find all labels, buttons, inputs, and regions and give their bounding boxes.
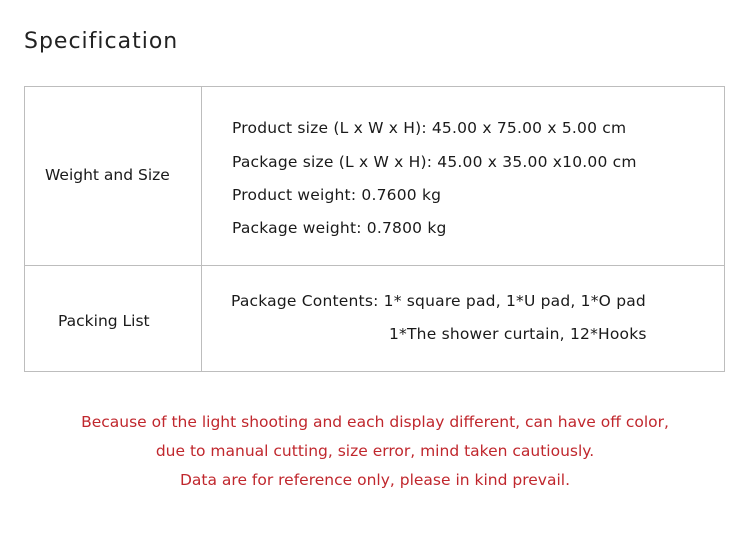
product-size-text: Product size (L x W x H): 45.00 x 75.00 x 5.00 cm [232, 119, 627, 137]
package-contents-continued-text: 1*The shower curtain, 12*Hooks [389, 325, 647, 343]
disclaimer-notes [0, 411, 750, 498]
disclaimer-line: Data are for reference only, please in kind prevail. [179, 471, 570, 489]
disclaimer-line: Because of the light shooting and each display different, can have off color, [81, 413, 669, 431]
disclaimer-line: due to manual cutting, size error, mind taken cautiously. [155, 442, 595, 460]
product-weight-text: Product weight: 0.7600 kg [232, 186, 442, 204]
row-label-cell [25, 265, 202, 371]
table-row-weight-and-size [25, 87, 724, 266]
page-title: Specification [24, 29, 179, 54]
row-value-cell [202, 265, 724, 371]
package-contents-text: Package Contents: 1* square pad, 1*U pad, 1*O pad [231, 292, 646, 310]
package-weight-text: Package weight: 0.7800 kg [232, 219, 447, 237]
row-label-weight-and-size: Weight and Size [45, 166, 170, 184]
row-label-cell [25, 87, 202, 265]
row-value-cell [202, 87, 724, 265]
specification-table [24, 86, 725, 372]
row-label-packing-list: Packing List [58, 312, 150, 330]
table-row-packing-list [25, 265, 724, 371]
package-size-text: Package size (L x W x H): 45.00 x 35.00 x10.00 cm [232, 153, 637, 171]
